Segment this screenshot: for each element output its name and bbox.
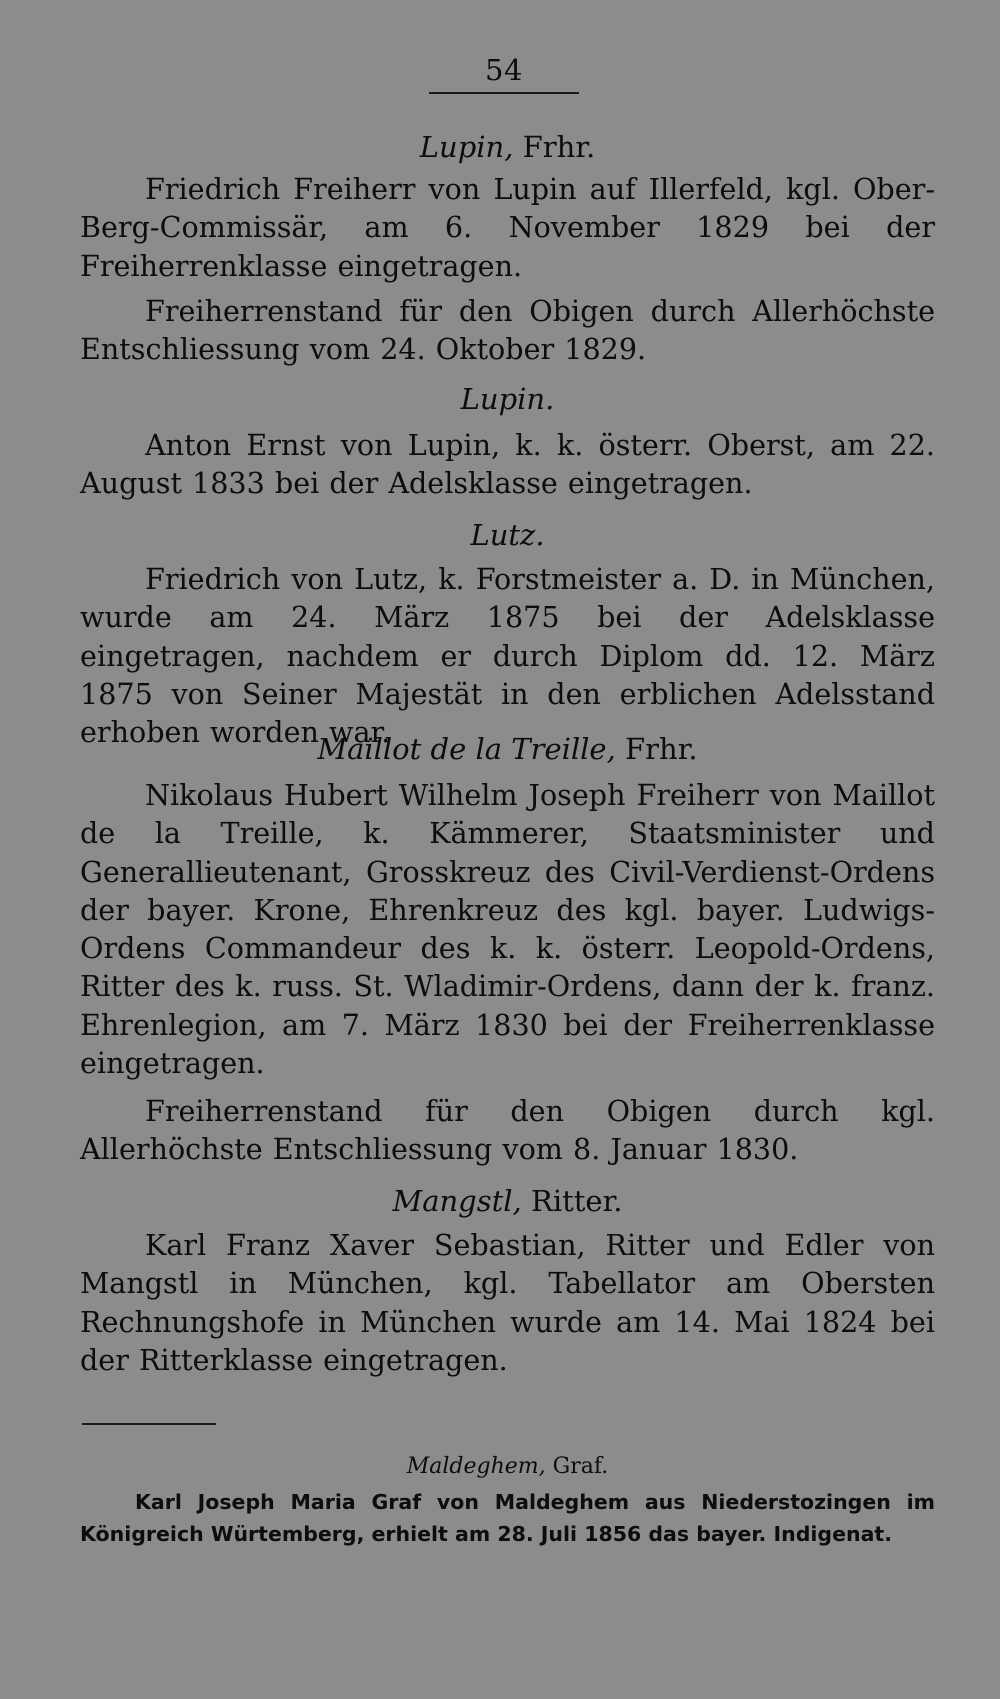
entry-paragraph: Freiherrenstand für den Obigen durch Allerhöchste Entschliessung vom 24. Oktober 1829. — [80, 294, 935, 367]
footnote-heading — [80, 1452, 935, 1482]
footnote-heading-title: Graf. — [552, 1454, 609, 1479]
entry-heading-name: Lupin. — [460, 382, 555, 416]
page-number: 54 — [485, 53, 523, 87]
entry-paragraph: Friedrich von Lutz, k. Forstmeister a. D. in München, wurde am 24. März 1875 bei der Adelsklasse eingetragen, nachdem er durch Diplom dd. 12. März 1875 von Seiner Majestät in den erblichen Adelsstand erhoben worden war. — [80, 562, 935, 750]
entry-heading-lupin-frhr — [80, 128, 935, 166]
entry-paragraph: Anton Ernst von Lupin, k. k. österr. Oberst, am 22. August 1833 bei der Adelsklasse eingetragen. — [80, 428, 935, 501]
entry-paragraph: Friedrich Freiherr von Lupin auf Illerfeld, kgl. Ober-Berg-Commissär, am 6. November 1829 bei der Freiherrenklasse eingetragen. — [80, 172, 935, 283]
footnote-rule — [82, 1423, 216, 1425]
entry-heading-name: Maillot de la Treille, — [317, 732, 616, 766]
entry-heading-title: Ritter. — [531, 1184, 623, 1218]
entry-heading-title: Frhr. — [625, 732, 698, 766]
entry-paragraph: Nikolaus Hubert Wilhelm Joseph Freiherr von Maillot de la Treille, k. Kämmerer, Staatsminister und Generallieutenant, Grosskreuz des Civil-Verdienst-Ordens der bayer. Krone, Ehrenkreuz des kgl. bayer. Ludwigs-Ordens Commandeur des k. k. österr. Leopold-Ordens, Ritter des k. russ. St. Wladimir-Ordens, dann der k. franz. Ehrenlegion, am 7. März 1830 bei der Freiherrenklasse eingetragen. — [80, 778, 935, 1081]
entry-paragraph: Karl Franz Xaver Sebastian, Ritter und Edler von Mangstl in München, kgl. Tabellator am Obersten Rechnungshofe in München wurde am 14. Mai 1824 bei der Ritterklasse eingetragen. — [80, 1228, 935, 1377]
entry-heading-lupin — [80, 380, 935, 418]
entry-heading-lutz — [80, 516, 935, 554]
entry-heading-name: Lupin, — [419, 130, 514, 164]
entry-heading-name: Lutz. — [470, 518, 545, 552]
footnote-text: Karl Joseph Maria Graf von Maldeghem aus Niederstozingen im Königreich Würtemberg, erhielt am 28. Juli 1856 das bayer. Indigenat. — [80, 1490, 935, 1546]
entry-heading-name: Mangstl, — [392, 1184, 522, 1218]
entry-heading-mangstl — [80, 1182, 935, 1220]
entry-paragraph: Freiherrenstand für den Obigen durch kgl. Allerhöchste Entschliessung vom 8. Januar 1830. — [80, 1094, 935, 1167]
entry-heading-title: Frhr. — [522, 130, 596, 164]
footnote-heading-name: Maldeghem, — [406, 1454, 546, 1479]
entry-heading-maillot — [80, 730, 935, 768]
page-number-rule — [429, 92, 579, 94]
